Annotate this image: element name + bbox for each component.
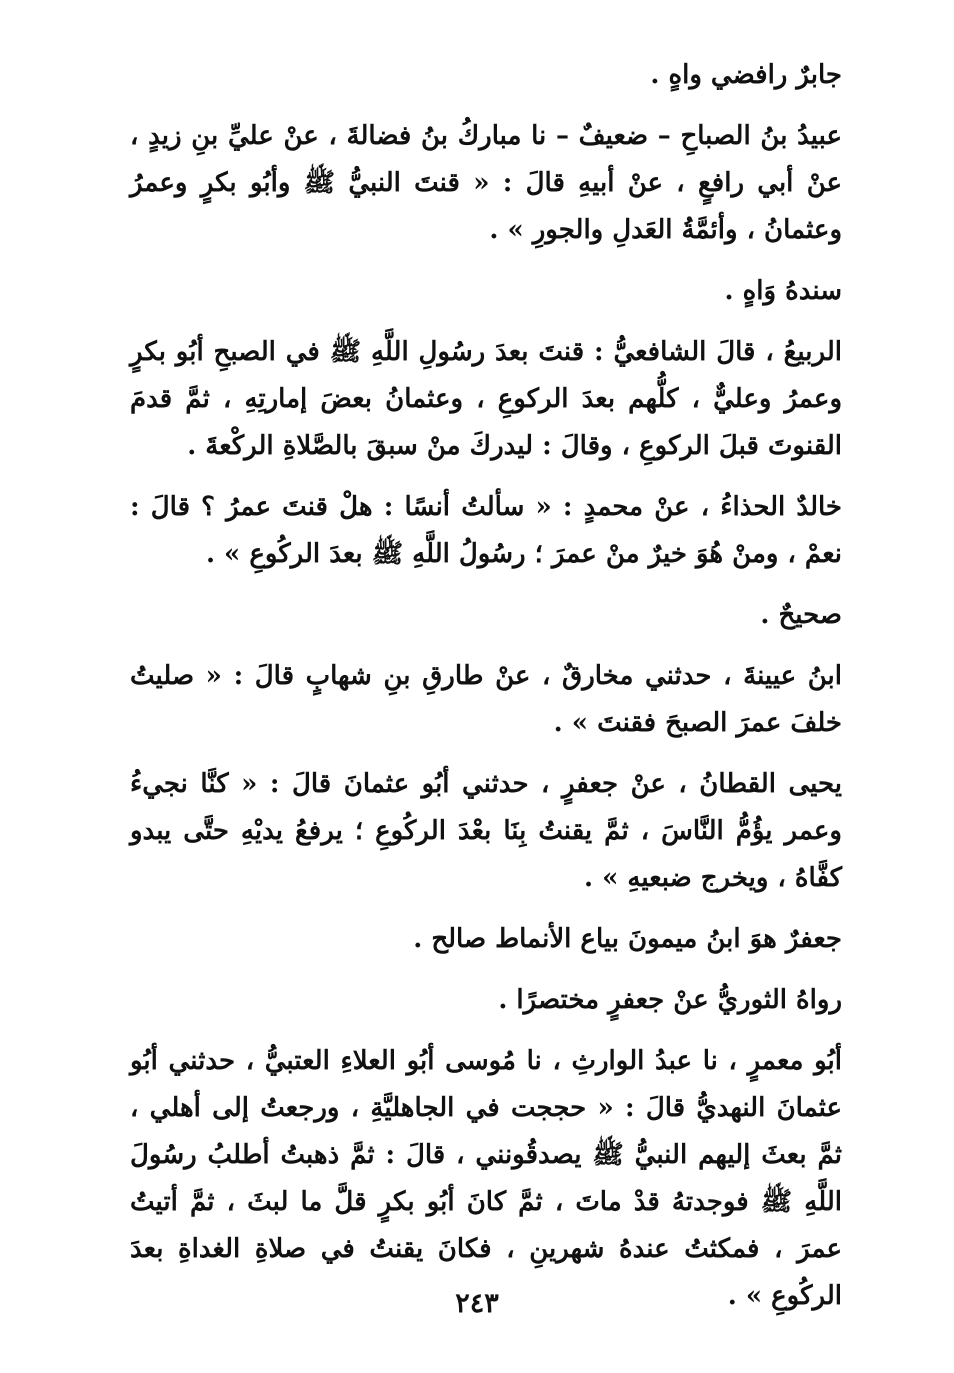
page-number: ٢٤٣: [455, 1288, 499, 1319]
paragraph-2: عبيدُ بنُ الصباحِ – ضعيفٌ – نا مباركُ بنُ فضالةَ ، عنْ عليِّ بنِ زيدٍ ، عنْ أبي رافعٍ ، عنْ أبيهِ قالَ : « قنتَ النبيُّ ﷺ وأبُو بكرٍ وعمرُ وعثمانُ ، وأئمَّةُ العَدلِ والجورِ » .: [130, 121, 842, 245]
paragraph-11: أبُو معمرٍ ، نا عبدُ الوارثِ ، نا مُوسى أبُو العلاءِ العتبيُّ ، حدثني أبُو عثمانَ النهديُّ قالَ : « حججت في الجاهليَّةِ ، ورجعتُ إلى أهلي ، ثمَّ بعثَ إليهم النبيُّ ﷺ يصدقُونني ، قالَ : ثمَّ ذهبتُ أطلبُ رسُولَ اللَّهِ ﷺ فوجدتهُ قدْ ماتَ ، ثمَّ كانَ أبُو بكرٍ قلَّ ما لبثَ ، ثمَّ أتيتُ عمرَ ، فمكثتُ عندهُ شهرينِ ، فكانَ يقنتُ في صلاةِ الغداةِ بعدَ الركُوعِ » .: [130, 1046, 842, 1311]
paragraph-9: جعفرٌ هوَ ابنُ ميمونَ بياع الأنماط صالح .: [413, 924, 842, 954]
paragraph-4: الربيعُ ، قالَ الشافعيُّ : قنتَ بعدَ رسُولِ اللَّهِ ﷺ في الصبحِ أبُو بكرٍ وعمرُ وعليٌّ ، كلُّهم بعدَ الركوعِ ، وعثمانُ بعضَ إمارتِهِ ، ثمَّ قدمَ القنوتَ قبلَ الركوعِ ، وقالَ : ليدركَ منْ سبقَ بالصَّلاةِ الركْعةَ .: [130, 337, 842, 461]
paragraph-8: يحيى القطانُ ، عنْ جعفرٍ ، حدثني أبُو عثمانَ قالَ : « كنَّا نجيءُ وعمر يؤُمُّ النَّاسَ ، ثمَّ يقنتُ بِنَا بعْدَ الركُوعِ ؛ يرفعُ يديْهِ حتَّى يبدو كفَّاهُ ، ويخرج ضبعيهِ » .: [130, 769, 842, 893]
paragraph-1: جابرٌ رافضي واهٍ .: [650, 60, 842, 90]
paragraph-5: خالدٌ الحذاءُ ، عنْ محمدٍ : « سألتُ أنسًا : هلْ قنتَ عمرُ ؟ قالَ : نعمْ ، ومنْ هُوَ خيرٌ منْ عمرَ ؛ رسُولُ اللَّهِ ﷺ بعدَ الركُوعِ » .: [130, 492, 842, 569]
paragraph-3: سندهُ وَاهٍ .: [724, 276, 842, 306]
paragraph-10: رواهُ الثوريُّ عنْ جعفرٍ مختصرًا .: [498, 985, 842, 1015]
page-body: [130, 52, 842, 1334]
paragraph-6: صحيحٌ .: [760, 600, 842, 630]
paragraph-7: ابنُ عيينةَ ، حدثني مخارقٌ ، عنْ طارقِ بنِ شهابٍ قالَ : « صليتُ خلفَ عمرَ الصبحَ فقنتَ » .: [130, 661, 842, 738]
